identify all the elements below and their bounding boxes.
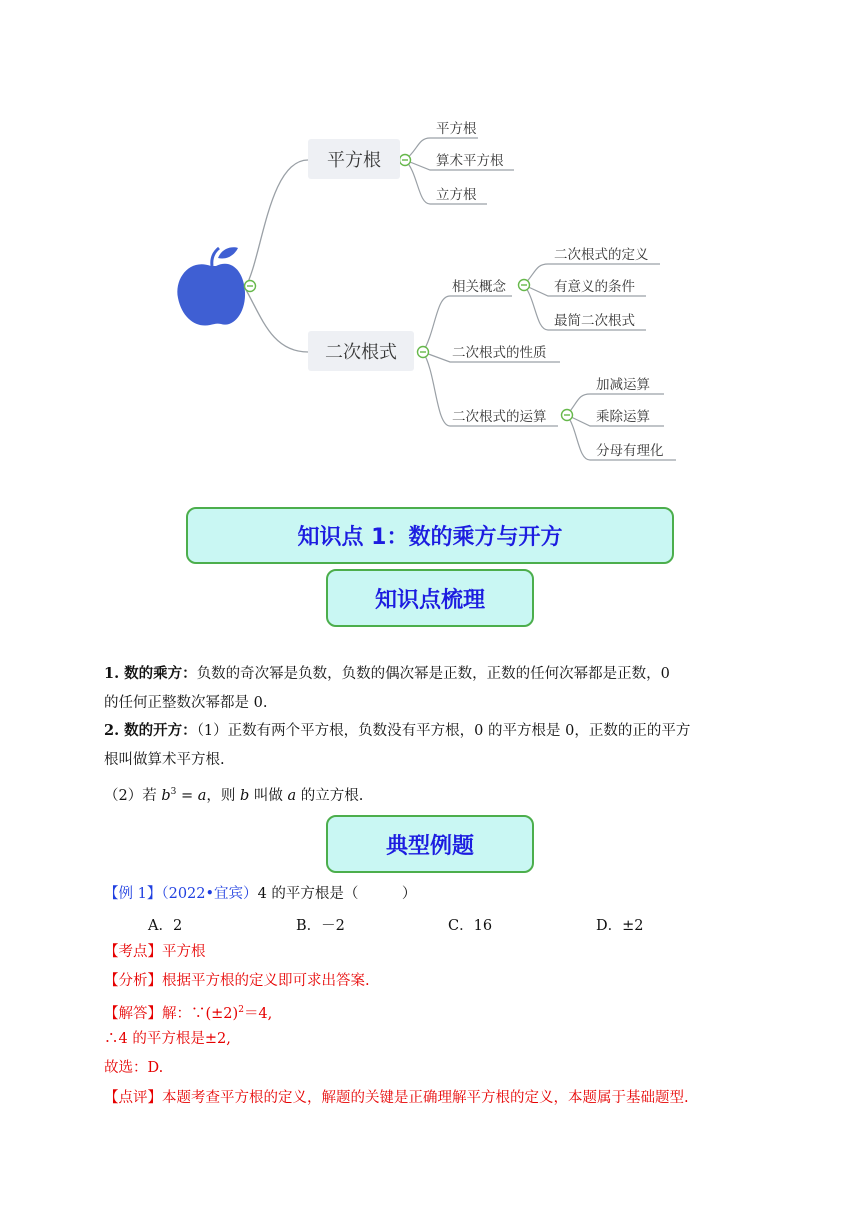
section-banner-typical-examples: 典型例题 [326,815,534,873]
text-fragment: （2）若 [104,787,162,804]
knowledge-text: 的任何正整数次幂都是 0. [104,695,268,711]
knowledge-paragraph-3 [104,782,363,806]
math-variable: a [287,787,297,804]
collapse-marker-icon[interactable] [400,155,411,166]
option-c[interactable]: C．16 [448,918,493,934]
mindmap-branch-square-root[interactable]: 平方根 [308,139,400,179]
dianping-text: 本题考查平方根的定义，解题的关键是正确理解平方根的定义，本题属于基础题型. [162,1090,689,1106]
jieda-exponent: 2 [238,1005,244,1015]
knowledge-text: 根叫做算术平方根. [104,752,225,768]
mindmap-leaf[interactable]: 乘除运算 [596,409,650,425]
dianping-line [104,1088,689,1108]
math-exponent: 3 [170,787,177,797]
math-variable: b [161,787,171,804]
knowledge-text: 负数的奇次幂是负数，负数的偶次幂是正数，正数的任何次幂都是正数，0 [196,666,670,682]
collapse-marker-icon[interactable] [418,347,429,358]
text-fragment: ，则 [206,787,241,804]
collapse-marker-icon[interactable] [562,410,573,421]
mindmap-subbranch[interactable]: 二次根式的性质 [452,345,547,361]
kaodian-text: 平方根 [162,944,206,960]
text-fragment: 叫做 [249,787,288,804]
section-banner-knowledge-summary: 知识点梳理 [326,569,534,627]
apple-icon [177,247,245,325]
jieda-line [104,1000,272,1024]
knowledge-text: （1）正数有两个平方根，负数没有平方根，0 的平方根是 0，正数的正的平方 [196,723,691,739]
text-fragment: = [176,787,198,804]
math-variable: b [240,787,250,804]
option-a[interactable]: A．2 [148,918,183,934]
mindmap-branch-quadratic-radical[interactable]: 二次根式 [308,331,414,371]
fenxi-text: 根据平方根的定义即可求出答案. [162,973,370,989]
mindmap-leaf[interactable]: 立方根 [436,187,477,203]
dianping-label: 【点评】 [104,1090,162,1106]
example-tag: 【例 1】 [104,886,162,902]
mindmap-leaf[interactable]: 有意义的条件 [554,279,635,295]
kaodian-label: 【考点】 [104,944,162,960]
example-question [104,884,416,904]
math-variable: a [197,787,207,804]
mindmap-leaf[interactable]: 平方根 [436,121,477,137]
knowledge-label: 2. 数的开方： [104,722,197,739]
example-question-text: 4 的平方根是（ ） [257,886,417,902]
mindmap-leaf[interactable]: 二次根式的定义 [554,247,649,263]
jieda-text: 解：∵(±2) [162,1005,239,1022]
jieda-step-2: ∴4 的平方根是±2, [104,1031,231,1047]
mind-map [0,0,860,480]
example-source: （2022•宜宾） [161,886,258,902]
knowledge-paragraph-1 [104,664,670,684]
mind-map-connectors [0,0,860,480]
kaodian-line [104,942,206,962]
mindmap-leaf[interactable]: 最简二次根式 [554,313,635,329]
knowledge-paragraph-2 [104,721,690,741]
jieda-label: 【解答】 [104,1005,162,1022]
option-d[interactable]: D．±2 [596,918,644,934]
fenxi-line [104,971,370,991]
collapse-marker-icon[interactable] [519,280,530,291]
mindmap-subbranch[interactable]: 二次根式的运算 [452,409,547,425]
jieda-text-2: ＝4, [243,1005,273,1022]
mindmap-subbranch[interactable]: 相关概念 [452,279,506,295]
mindmap-leaf[interactable]: 算术平方根 [436,153,504,169]
fenxi-label: 【分析】 [104,973,162,989]
option-b[interactable]: B．－2 [296,918,345,934]
section-banner-knowledge-point-1: 知识点 1：数的乘方与开方 [186,507,674,564]
mindmap-leaf[interactable]: 加减运算 [596,377,650,393]
text-fragment: 的立方根. [296,787,364,804]
knowledge-label: 1. 数的乘方： [104,665,197,682]
mindmap-leaf[interactable]: 分母有理化 [596,443,664,459]
collapse-marker-icon[interactable] [245,281,256,292]
answer-line: 故选：D. [104,1060,164,1076]
